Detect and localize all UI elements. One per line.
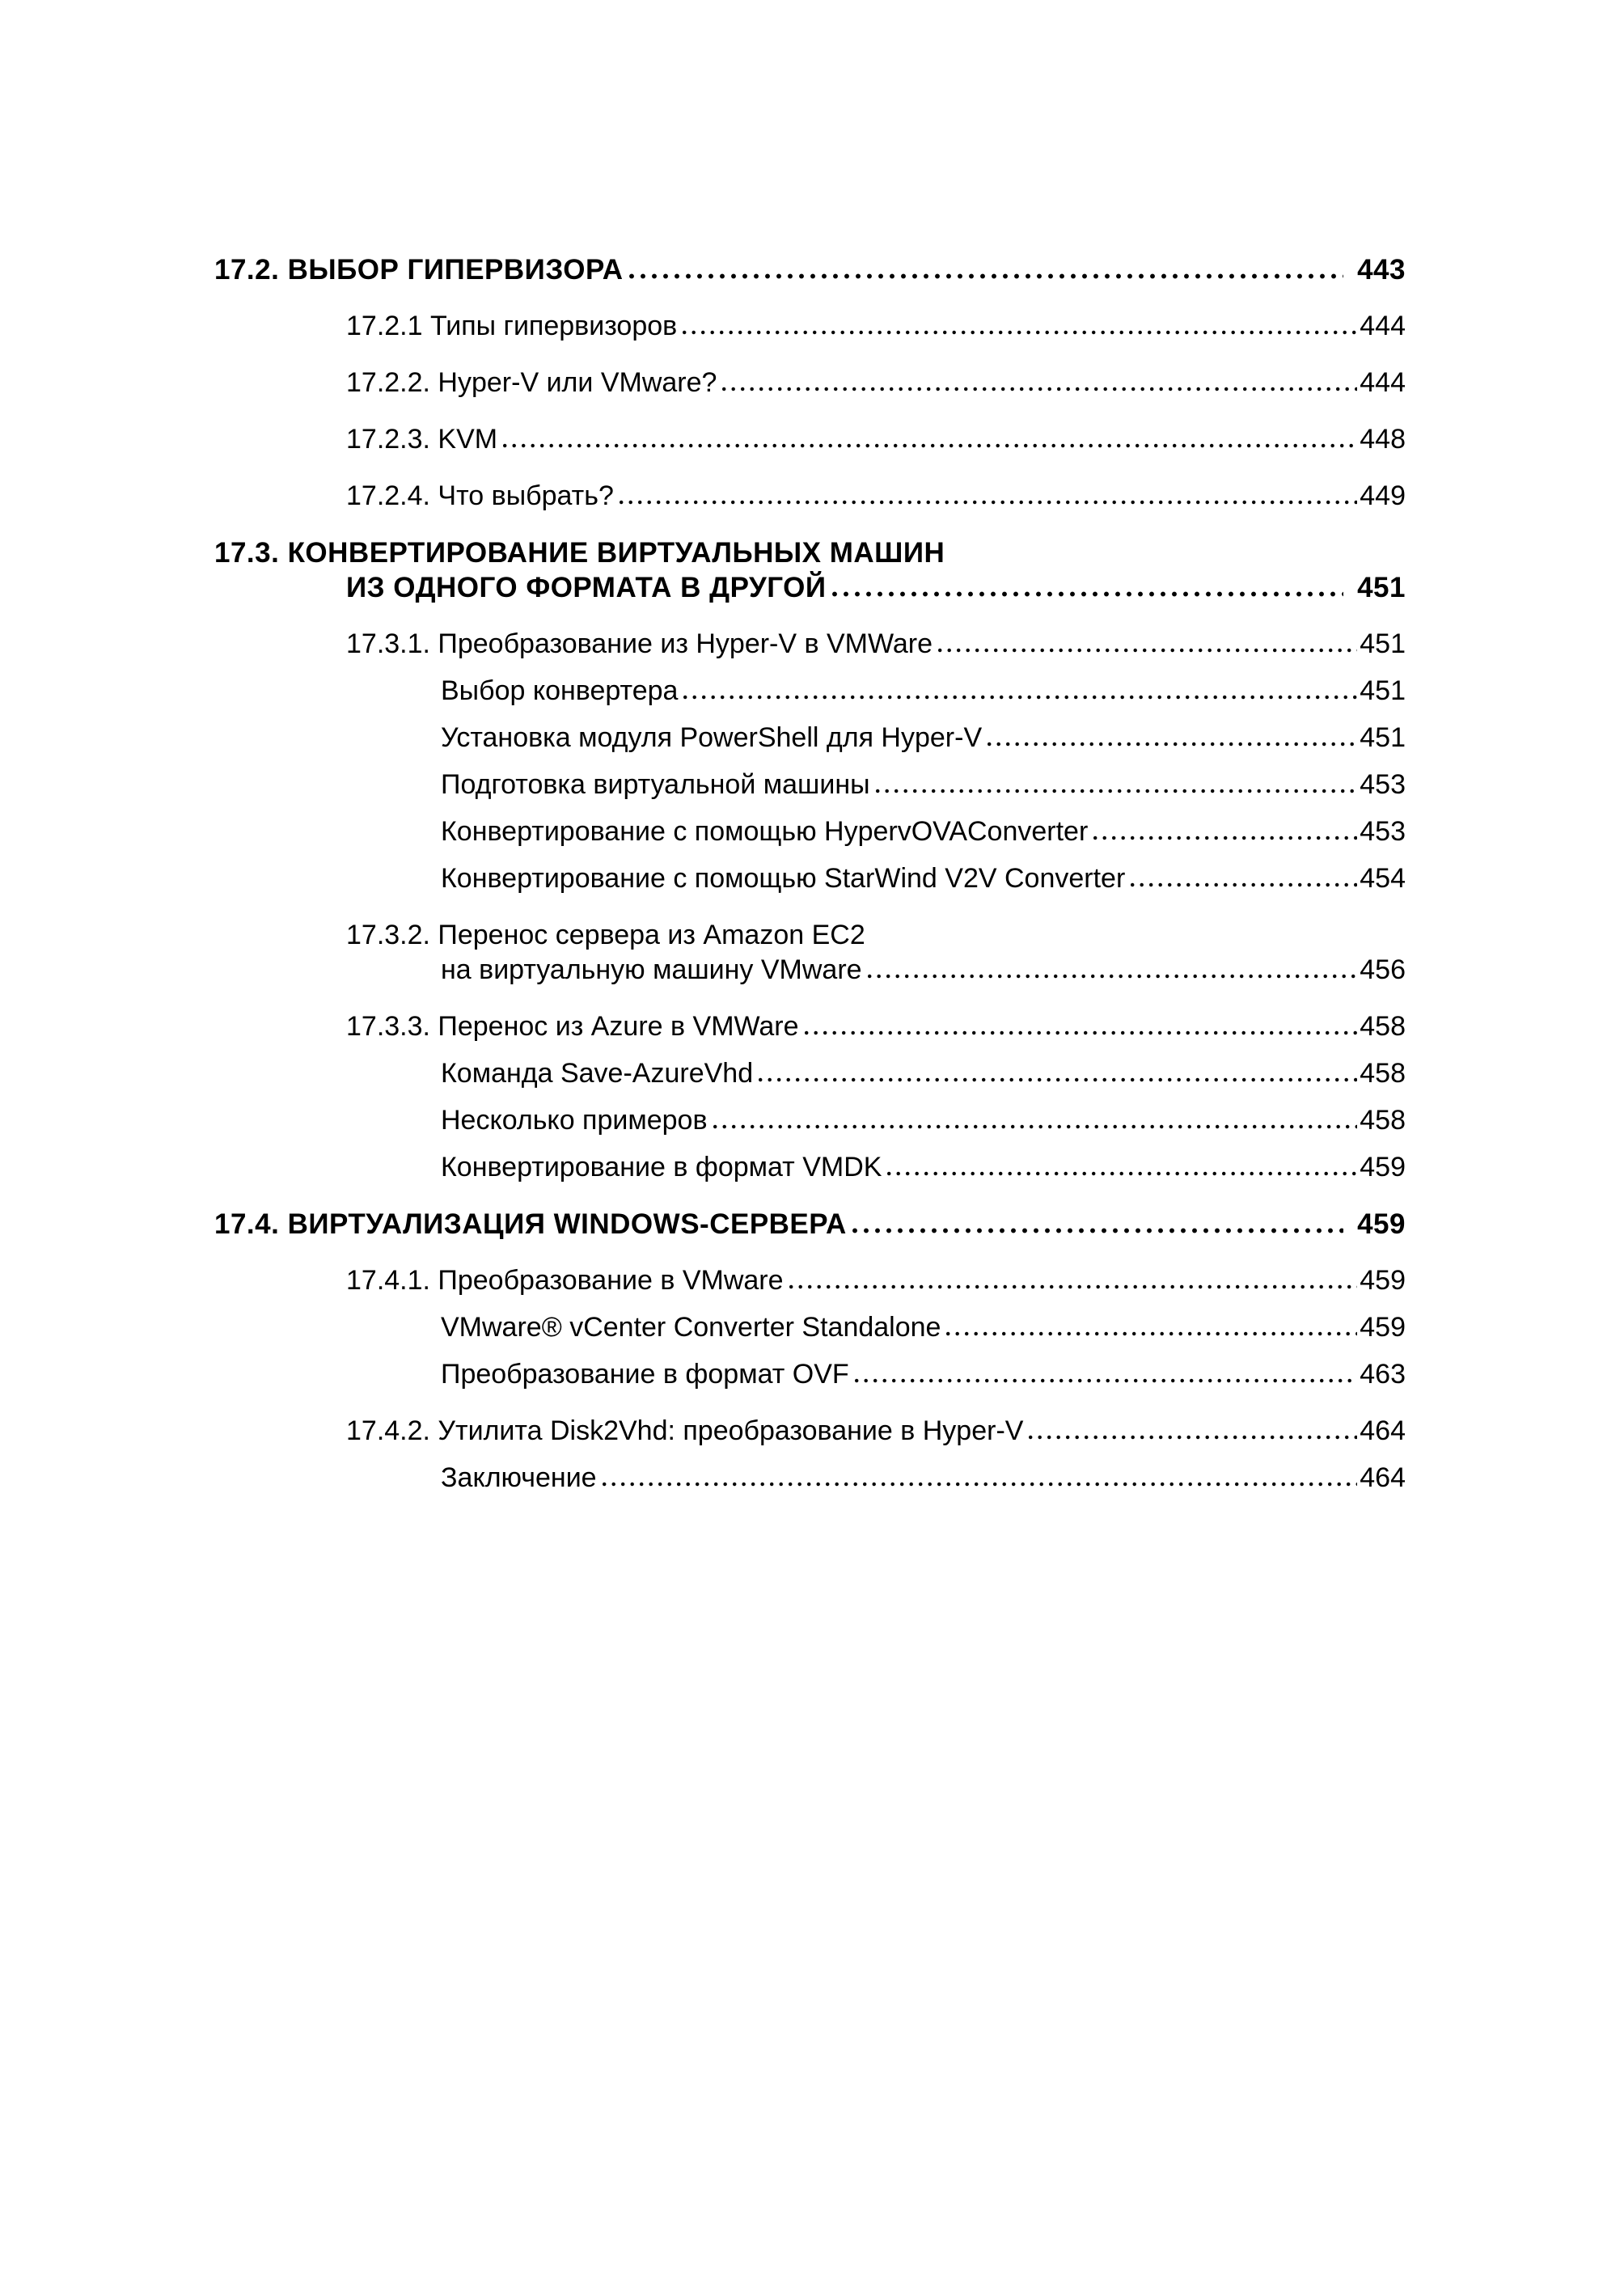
toc-page-number: 451	[1360, 628, 1406, 659]
dot-leader	[887, 1171, 1357, 1176]
toc-entry-line	[214, 366, 1406, 400]
toc-entry-label: 17.2.1 Типы гипервизоров	[346, 311, 678, 341]
toc-entry	[214, 814, 1406, 849]
dot-leader	[683, 330, 1357, 335]
toc-entry	[214, 366, 1406, 400]
dot-leader	[832, 591, 1344, 597]
toc-page-number: 451	[1360, 722, 1406, 753]
toc-entry	[214, 309, 1406, 344]
toc-entry-label: 17.3.1. Преобразование из Hyper-V в VMWare	[346, 628, 933, 659]
dot-leader	[946, 1331, 1357, 1336]
dot-leader	[789, 1284, 1358, 1289]
toc-entry	[214, 535, 1406, 605]
toc-entry-label: Установка модуля PowerShell для Hyper-V	[441, 722, 983, 753]
toc-entry	[214, 627, 1406, 662]
toc-page-number: 453	[1360, 769, 1406, 800]
toc-entry-label: Конвертирование в формат VMDK	[441, 1152, 882, 1182]
toc-page-number: 464	[1360, 1415, 1406, 1446]
toc-entry-line	[214, 1461, 1406, 1496]
toc-page-number: 458	[1360, 1011, 1406, 1042]
toc-entry	[214, 674, 1406, 709]
toc-entry	[214, 1461, 1406, 1496]
toc-page-number: 443	[1357, 254, 1406, 286]
dot-leader	[988, 742, 1357, 747]
dot-leader	[1029, 1435, 1357, 1440]
dot-leader	[759, 1077, 1357, 1082]
dot-leader	[852, 1228, 1343, 1233]
dot-leader	[683, 695, 1357, 700]
toc-entry-line	[214, 1357, 1406, 1392]
dot-leader	[620, 500, 1357, 505]
toc-entry	[214, 861, 1406, 896]
toc-entry-line	[214, 252, 1406, 287]
toc-entry-line	[214, 1310, 1406, 1345]
toc-entry-line	[214, 627, 1406, 662]
toc-entry	[214, 422, 1406, 457]
dot-leader	[868, 974, 1358, 979]
dot-leader	[876, 789, 1358, 793]
dot-leader	[805, 1030, 1358, 1035]
toc-entry-label: ИЗ ОДНОГО ФОРМАТА В ДРУГОЙ	[346, 572, 827, 603]
toc-entry-line	[214, 535, 1406, 570]
toc-entry-label: 17.4. ВИРТУАЛИЗАЦИЯ WINDOWS-СЕРВЕРА	[214, 1208, 847, 1240]
dot-leader	[1131, 882, 1357, 887]
toc-page-number: 459	[1360, 1265, 1406, 1296]
toc-page-number: 451	[1360, 675, 1406, 706]
dot-leader	[938, 648, 1357, 653]
toc-entry-label: Конвертирование с помощью StarWind V2V Converter	[441, 863, 1126, 894]
toc-page-number: 458	[1360, 1058, 1406, 1089]
dot-leader	[629, 273, 1344, 279]
toc-page-number: 448	[1360, 424, 1406, 455]
toc-entry	[214, 1150, 1406, 1185]
toc-entry-label: VMware® vCenter Converter Standalone	[441, 1312, 941, 1343]
toc-entry	[214, 1357, 1406, 1392]
toc-entry-label: Конвертирование с помощью HypervOVAConverter	[441, 816, 1089, 847]
toc-entry	[214, 479, 1406, 514]
toc-page-number: 451	[1357, 572, 1406, 603]
toc-page-number: 463	[1360, 1359, 1406, 1390]
toc-entry	[214, 1207, 1406, 1242]
toc-entry-label: 17.2.3. KVM	[346, 424, 498, 455]
dot-leader	[603, 1482, 1358, 1487]
toc-entry-line	[214, 1263, 1406, 1298]
toc-entry	[214, 1009, 1406, 1044]
toc-page-number: 453	[1360, 816, 1406, 847]
dot-leader	[1093, 836, 1357, 840]
toc-entry-label: Заключение	[441, 1462, 597, 1493]
toc-page-number: 464	[1360, 1462, 1406, 1493]
toc-entry-label: 17.4.1. Преобразование в VMware	[346, 1265, 784, 1296]
toc-entry-line	[214, 721, 1406, 755]
toc-page-number: 456	[1360, 954, 1406, 985]
dot-leader	[855, 1378, 1358, 1383]
toc-entry	[214, 1310, 1406, 1345]
toc-entry	[214, 252, 1406, 287]
toc-entry	[214, 1414, 1406, 1449]
toc-entry-label: 17.2. ВЫБОР ГИПЕРВИЗОРА	[214, 254, 624, 286]
toc-entry-line	[214, 479, 1406, 514]
toc-page-number: 454	[1360, 863, 1406, 894]
toc-entry-label: Преобразование в формат OVF	[441, 1359, 849, 1390]
toc-entry-label: Команда Save-AzureVhd	[441, 1058, 754, 1089]
toc-entry-line	[214, 1009, 1406, 1044]
toc-entry-label: 17.2.4. Что выбрать?	[346, 480, 614, 511]
toc-page-number: 459	[1357, 1208, 1406, 1240]
toc-entry	[214, 1263, 1406, 1298]
toc-entry-line	[214, 953, 1406, 988]
toc-page-number: 444	[1360, 311, 1406, 341]
toc-page-number: 444	[1360, 367, 1406, 398]
toc-entry-label: на виртуальную машину VMware	[441, 954, 862, 985]
toc-entry	[214, 721, 1406, 755]
toc-entry-label: 17.3. КОНВЕРТИРОВАНИЕ ВИРТУАЛЬНЫХ МАШИН	[214, 537, 945, 569]
toc-page-number: 449	[1360, 480, 1406, 511]
toc-entry-line	[214, 422, 1406, 457]
toc-entry-line	[214, 1207, 1406, 1242]
toc-entry-line	[214, 309, 1406, 344]
toc-entry-line	[214, 918, 1406, 953]
toc-entry-line	[214, 1150, 1406, 1185]
toc-entry-label: 17.3.3. Перенос из Azure в VMWare	[346, 1011, 799, 1042]
toc-entry-label: Выбор конвертера	[441, 675, 679, 706]
dot-leader	[503, 443, 1357, 448]
dot-leader	[722, 387, 1357, 391]
toc-entry-label: 17.4.2. Утилита Disk2Vhd: преобразование в Hyper-V	[346, 1415, 1024, 1446]
toc-entry-label: Несколько примеров	[441, 1105, 708, 1136]
toc	[214, 252, 1406, 1496]
toc-entry-line	[214, 1103, 1406, 1138]
toc-entry-line	[214, 570, 1406, 605]
toc-entry-line	[214, 1056, 1406, 1091]
toc-page-number: 459	[1360, 1152, 1406, 1182]
toc-entry-line	[214, 814, 1406, 849]
dot-leader	[713, 1124, 1358, 1129]
toc-entry-line	[214, 674, 1406, 709]
toc-entry-label: Подготовка виртуальной машины	[441, 769, 870, 800]
toc-entry	[214, 918, 1406, 988]
toc-entry-label: 17.2.2. Hyper-V или VMware?	[346, 367, 717, 398]
toc-entry-line	[214, 1414, 1406, 1449]
toc-entry	[214, 1103, 1406, 1138]
toc-page-number: 458	[1360, 1105, 1406, 1136]
toc-entry	[214, 768, 1406, 802]
toc-entry-line	[214, 861, 1406, 896]
toc-entry-line	[214, 768, 1406, 802]
toc-entry-label: 17.3.2. Перенос сервера из Amazon EC2	[346, 920, 865, 950]
toc-page-number: 459	[1360, 1312, 1406, 1343]
toc-entry	[214, 1056, 1406, 1091]
